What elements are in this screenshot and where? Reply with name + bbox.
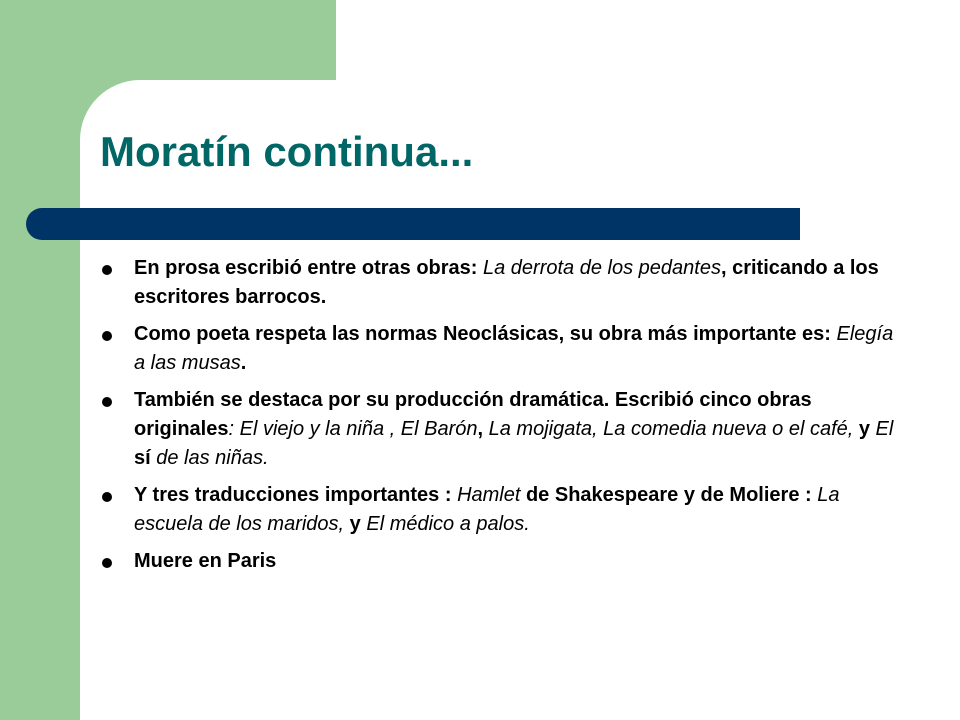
- bullet-text-segment: También se destaca por su producción dramática. Escribió cinco obras originales: [134, 389, 812, 440]
- bullet-text-segment: .: [240, 352, 247, 374]
- title-underline-bar: [26, 208, 800, 240]
- bullet-dot-icon: [102, 265, 112, 275]
- bullet-text-segment: Elegía a las musas: [134, 323, 894, 374]
- bullet-text-segment: sí: [134, 447, 157, 469]
- bullet-text-segment: En prosa escribió entre otras obras:: [134, 257, 483, 279]
- bullet-item: [102, 481, 902, 539]
- bullet-text-segment: , criticando a los escritores barrocos.: [134, 257, 879, 308]
- bullet-text-segment: de Shakespeare y de Moliere :: [525, 484, 818, 506]
- bullet-list: [102, 254, 902, 584]
- bullet-dot-icon: [102, 558, 112, 568]
- bullet-item: [102, 547, 902, 576]
- bullet-dot-icon: [102, 492, 112, 502]
- bullet-item: [102, 254, 902, 312]
- bullet-text-segment: El: [875, 418, 894, 440]
- left-green-band: [0, 0, 80, 720]
- bullet-text-segment: y: [349, 513, 367, 535]
- bullet-dot-icon: [102, 331, 112, 341]
- bullet-dot-icon: [102, 397, 112, 407]
- bullet-text-segment: Y tres traducciones importantes :: [134, 484, 458, 506]
- top-green-band: [80, 0, 336, 80]
- bullet-text-segment: de las niñas.: [156, 447, 269, 469]
- bullet-text-segment: La escuela de los maridos,: [134, 484, 840, 535]
- bullet-text-segment: Hamlet: [457, 484, 526, 506]
- bullet-text-segment: : El viejo y la niña , El Barón: [228, 418, 478, 440]
- bullet-text-segment: La mojigata, La comedia nueva o el café,: [488, 418, 859, 440]
- slide-title: Moratín continua...: [100, 128, 474, 175]
- bullet-text-segment: El médico a palos.: [366, 513, 530, 535]
- bullet-text-segment: Como poeta respeta las normas Neoclásicas, su obra más importante es:: [134, 323, 837, 345]
- bullet-text-segment: La derrota de los pedantes: [483, 257, 721, 279]
- bullet-item: [102, 320, 902, 378]
- bullet-text-segment: Muere en Paris: [134, 550, 277, 572]
- bullet-text-segment: ,: [477, 418, 489, 440]
- bullet-item: [102, 386, 902, 473]
- bullet-text-segment: y: [858, 418, 876, 440]
